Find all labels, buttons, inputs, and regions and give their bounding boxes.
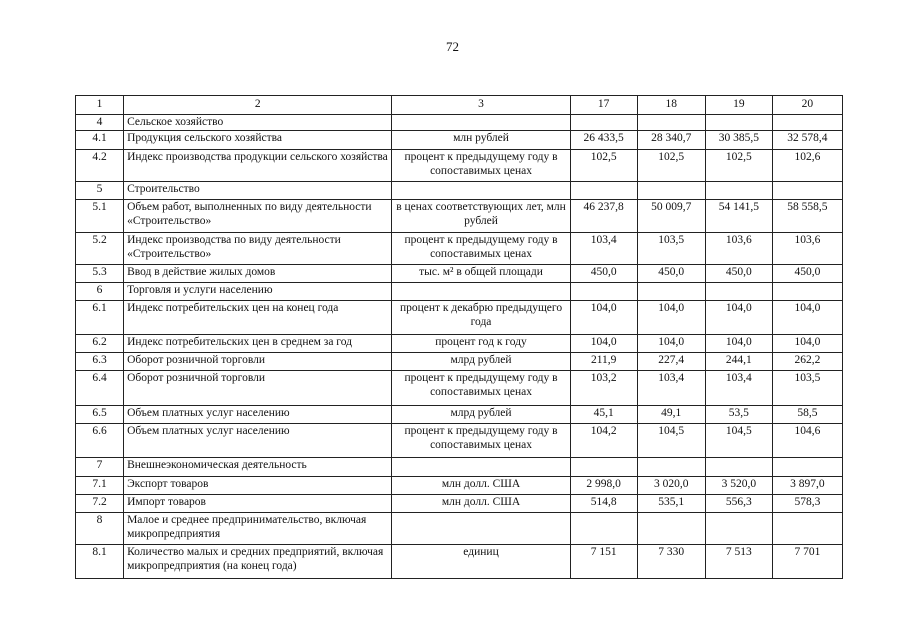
indicator-name-cell: Количество малых и средних предприятий, включая микропредприятия (на конец года)	[124, 545, 392, 579]
value-cell-17: 102,5	[570, 150, 637, 182]
unit-cell: процент к декабрю предыдущего года	[392, 301, 570, 335]
value-cell-17: 514,8	[570, 495, 637, 513]
value-cell-19: 7 513	[705, 545, 772, 579]
value-cell-17	[570, 115, 637, 131]
value-cell-17: 104,0	[570, 335, 637, 353]
table-row	[76, 458, 843, 477]
row-number-cell: 6	[76, 283, 124, 301]
indicator-name-cell: Малое и среднее предпринимательство, включая микропредприятия	[124, 513, 392, 545]
value-cell-20: 262,2	[772, 353, 842, 371]
table-row	[76, 283, 843, 301]
indicator-name-cell: Индекс производства по виду деятельности «Строительство»	[124, 233, 392, 265]
value-cell-18: 49,1	[637, 406, 705, 424]
table-row	[76, 371, 843, 406]
value-cell-18: 7 330	[637, 545, 705, 579]
value-cell-20: 104,0	[772, 335, 842, 353]
value-cell-18: 535,1	[637, 495, 705, 513]
unit-cell: процент к предыдущему году в сопоставимых ценах	[392, 150, 570, 182]
table-header-row	[76, 96, 843, 115]
row-number-cell: 5.2	[76, 233, 124, 265]
value-cell-17: 450,0	[570, 265, 637, 283]
table-row	[76, 115, 843, 131]
indicator-name-cell: Строительство	[124, 182, 392, 200]
header-cell-20: 20	[772, 96, 842, 115]
value-cell-19: 244,1	[705, 353, 772, 371]
value-cell-18	[637, 115, 705, 131]
row-number-cell: 4	[76, 115, 124, 131]
value-cell-20: 102,6	[772, 150, 842, 182]
value-cell-18	[637, 182, 705, 200]
value-cell-20: 32 578,4	[772, 131, 842, 150]
value-cell-20: 103,6	[772, 233, 842, 265]
row-number-cell: 7	[76, 458, 124, 477]
value-cell-20	[772, 458, 842, 477]
indicator-name-cell: Индекс потребительских цен в среднем за год	[124, 335, 392, 353]
table-row	[76, 301, 843, 335]
value-cell-17: 211,9	[570, 353, 637, 371]
unit-cell: млн рублей	[392, 131, 570, 150]
value-cell-19: 53,5	[705, 406, 772, 424]
value-cell-17: 104,0	[570, 301, 637, 335]
value-cell-20: 58 558,5	[772, 200, 842, 233]
value-cell-19: 450,0	[705, 265, 772, 283]
unit-cell: млрд рублей	[392, 353, 570, 371]
value-cell-18: 104,0	[637, 301, 705, 335]
value-cell-19: 3 520,0	[705, 477, 772, 495]
value-cell-17: 104,2	[570, 424, 637, 458]
indicator-name-cell: Индекс потребительских цен на конец года	[124, 301, 392, 335]
header-cell-num: 1	[76, 96, 124, 115]
table-row	[76, 200, 843, 233]
indicator-name-cell: Сельское хозяйство	[124, 115, 392, 131]
value-cell-19	[705, 513, 772, 545]
row-number-cell: 8	[76, 513, 124, 545]
indicator-name-cell: Объем платных услуг населению	[124, 406, 392, 424]
value-cell-20: 7 701	[772, 545, 842, 579]
value-cell-17: 46 237,8	[570, 200, 637, 233]
value-cell-20: 450,0	[772, 265, 842, 283]
table-row	[76, 353, 843, 371]
value-cell-17: 45,1	[570, 406, 637, 424]
header-cell-name: 2	[124, 96, 392, 115]
table-row	[76, 495, 843, 513]
row-number-cell: 6.1	[76, 301, 124, 335]
unit-cell: процент к предыдущему году в сопоставимых ценах	[392, 233, 570, 265]
row-number-cell: 5	[76, 182, 124, 200]
value-cell-19	[705, 458, 772, 477]
value-cell-18	[637, 513, 705, 545]
unit-cell: тыс. м² в общей площади	[392, 265, 570, 283]
indicator-name-cell: Торговля и услуги населению	[124, 283, 392, 301]
value-cell-19	[705, 283, 772, 301]
unit-cell	[392, 283, 570, 301]
value-cell-18: 50 009,7	[637, 200, 705, 233]
unit-cell: млн долл. США	[392, 495, 570, 513]
value-cell-18: 227,4	[637, 353, 705, 371]
header-cell-17: 17	[570, 96, 637, 115]
value-cell-17: 26 433,5	[570, 131, 637, 150]
indicator-name-cell: Ввод в действие жилых домов	[124, 265, 392, 283]
value-cell-19: 102,5	[705, 150, 772, 182]
indicator-name-cell: Внешнеэкономическая деятельность	[124, 458, 392, 477]
row-number-cell: 6.4	[76, 371, 124, 406]
value-cell-20: 104,0	[772, 301, 842, 335]
value-cell-19: 104,5	[705, 424, 772, 458]
value-cell-18: 28 340,7	[637, 131, 705, 150]
unit-cell	[392, 458, 570, 477]
value-cell-20	[772, 115, 842, 131]
row-number-cell: 4.1	[76, 131, 124, 150]
unit-cell: млрд рублей	[392, 406, 570, 424]
row-number-cell: 4.2	[76, 150, 124, 182]
table-row	[76, 335, 843, 353]
value-cell-18: 104,5	[637, 424, 705, 458]
unit-cell: процент год к году	[392, 335, 570, 353]
row-number-cell: 6.2	[76, 335, 124, 353]
value-cell-17	[570, 458, 637, 477]
table-row	[76, 545, 843, 579]
row-number-cell: 7.2	[76, 495, 124, 513]
table-row	[76, 233, 843, 265]
value-cell-18: 102,5	[637, 150, 705, 182]
value-cell-17	[570, 513, 637, 545]
value-cell-19: 104,0	[705, 301, 772, 335]
row-number-cell: 5.3	[76, 265, 124, 283]
indicator-name-cell: Оборот розничной торговли	[124, 353, 392, 371]
value-cell-19: 54 141,5	[705, 200, 772, 233]
value-cell-19: 104,0	[705, 335, 772, 353]
value-cell-18	[637, 458, 705, 477]
value-cell-17: 103,4	[570, 233, 637, 265]
row-number-cell: 6.3	[76, 353, 124, 371]
table-row	[76, 513, 843, 545]
value-cell-20	[772, 513, 842, 545]
value-cell-20: 578,3	[772, 495, 842, 513]
indicator-name-cell: Импорт товаров	[124, 495, 392, 513]
unit-cell: млн долл. США	[392, 477, 570, 495]
value-cell-18	[637, 283, 705, 301]
indicator-name-cell: Объем платных услуг населению	[124, 424, 392, 458]
value-cell-17: 7 151	[570, 545, 637, 579]
header-cell-19: 19	[705, 96, 772, 115]
value-cell-17: 103,2	[570, 371, 637, 406]
unit-cell	[392, 115, 570, 131]
page-number: 72	[446, 39, 459, 54]
value-cell-20: 3 897,0	[772, 477, 842, 495]
value-cell-18: 3 020,0	[637, 477, 705, 495]
header-cell-unit: 3	[392, 96, 570, 115]
value-cell-20: 104,6	[772, 424, 842, 458]
value-cell-20	[772, 182, 842, 200]
value-cell-19: 556,3	[705, 495, 772, 513]
table-row	[76, 424, 843, 458]
value-cell-18: 450,0	[637, 265, 705, 283]
table-row	[76, 150, 843, 182]
unit-cell	[392, 513, 570, 545]
indicators-table	[75, 95, 843, 579]
value-cell-18: 104,0	[637, 335, 705, 353]
row-number-cell: 6.5	[76, 406, 124, 424]
row-number-cell: 8.1	[76, 545, 124, 579]
value-cell-20: 58,5	[772, 406, 842, 424]
value-cell-20	[772, 283, 842, 301]
indicator-name-cell: Индекс производства продукции сельского хозяйства	[124, 150, 392, 182]
row-number-cell: 6.6	[76, 424, 124, 458]
unit-cell	[392, 182, 570, 200]
value-cell-19	[705, 182, 772, 200]
unit-cell: единиц	[392, 545, 570, 579]
value-cell-19: 103,6	[705, 233, 772, 265]
value-cell-17: 2 998,0	[570, 477, 637, 495]
indicator-name-cell: Объем работ, выполненных по виду деятельности «Строительство»	[124, 200, 392, 233]
unit-cell: в ценах соответствующих лет, млн рублей	[392, 200, 570, 233]
indicator-name-cell: Экспорт товаров	[124, 477, 392, 495]
value-cell-19: 30 385,5	[705, 131, 772, 150]
row-number-cell: 5.1	[76, 200, 124, 233]
value-cell-18: 103,5	[637, 233, 705, 265]
header-cell-18: 18	[637, 96, 705, 115]
value-cell-17	[570, 182, 637, 200]
row-number-cell: 7.1	[76, 477, 124, 495]
value-cell-18: 103,4	[637, 371, 705, 406]
table-row	[76, 406, 843, 424]
unit-cell: процент к предыдущему году в сопоставимых ценах	[392, 424, 570, 458]
indicator-name-cell: Оборот розничной торговли	[124, 371, 392, 406]
table-row	[76, 265, 843, 283]
value-cell-20: 103,5	[772, 371, 842, 406]
table-row	[76, 131, 843, 150]
table-row	[76, 477, 843, 495]
value-cell-19	[705, 115, 772, 131]
table-row	[76, 182, 843, 200]
unit-cell: процент к предыдущему году в сопоставимых ценах	[392, 371, 570, 406]
indicator-name-cell: Продукция сельского хозяйства	[124, 131, 392, 150]
value-cell-19: 103,4	[705, 371, 772, 406]
value-cell-17	[570, 283, 637, 301]
